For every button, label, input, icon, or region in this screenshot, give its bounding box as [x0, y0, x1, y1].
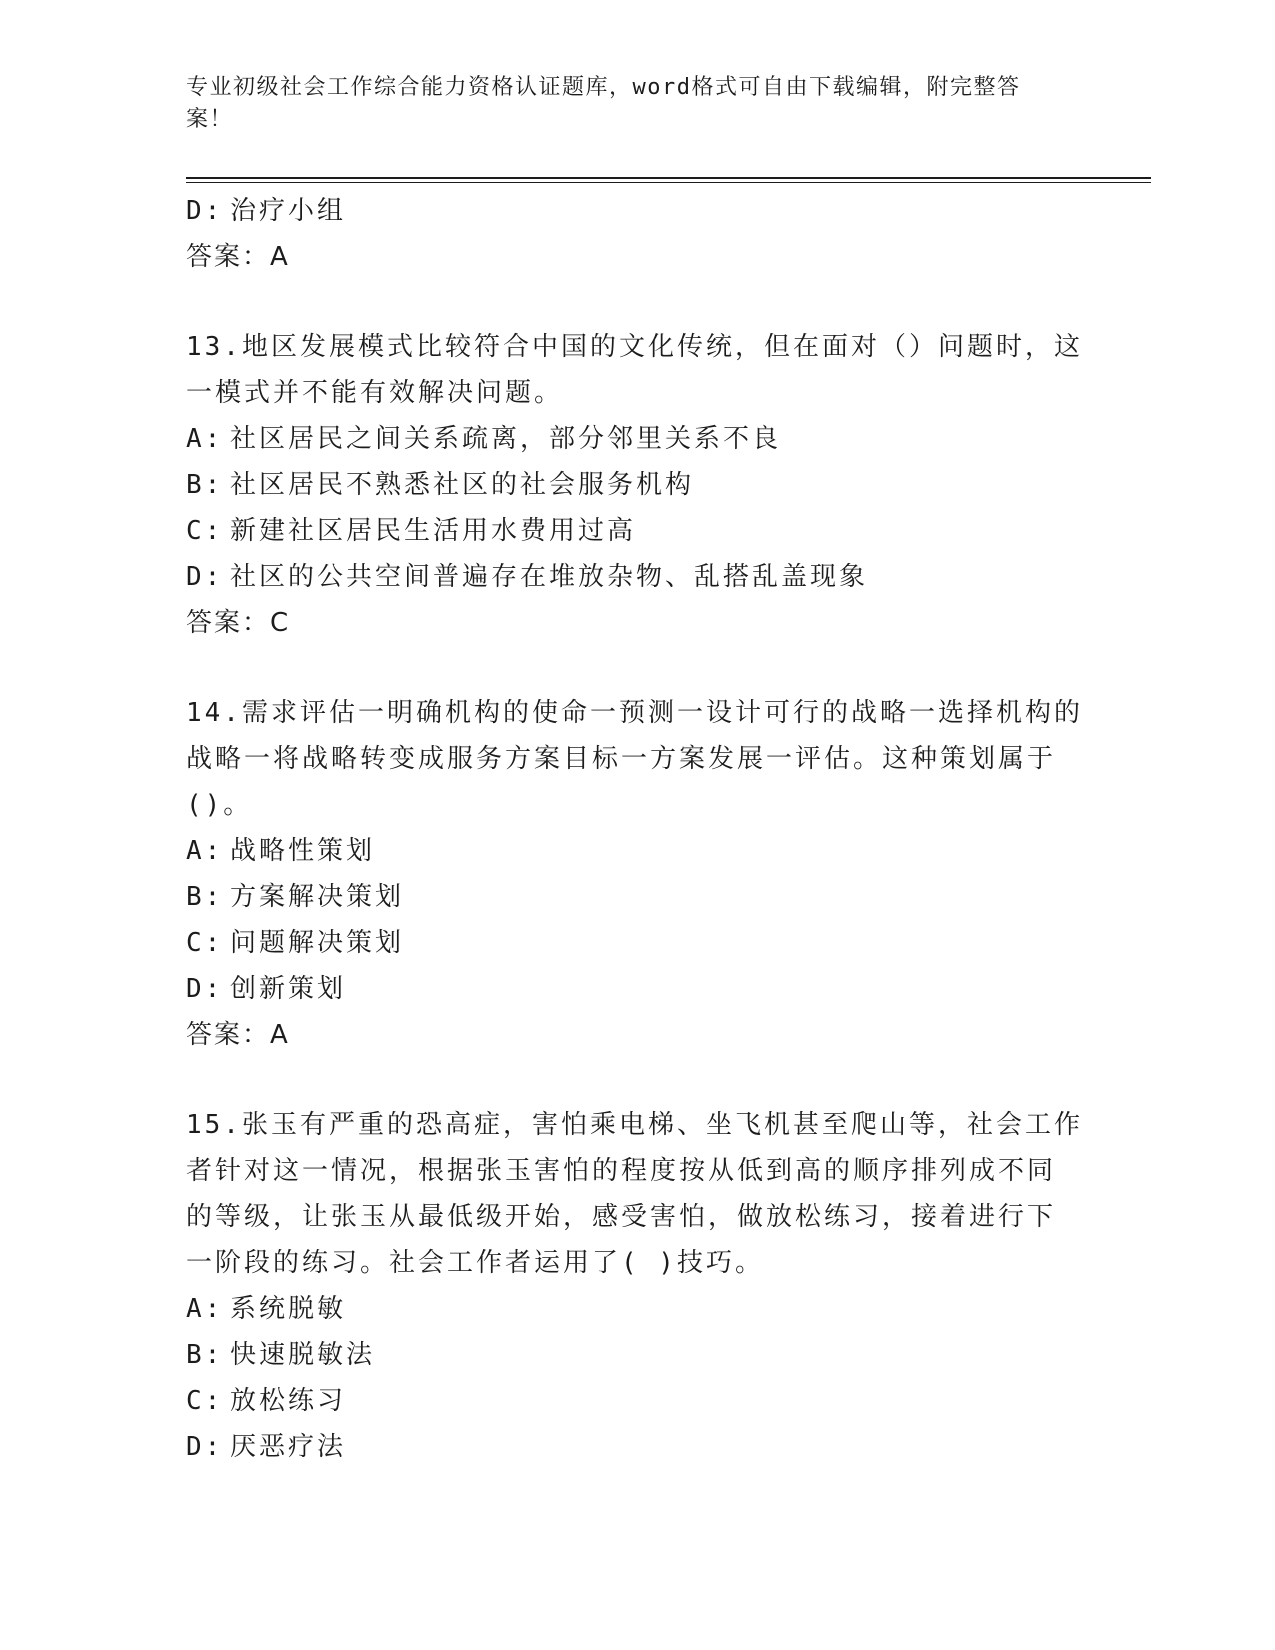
option-d	[186, 188, 1076, 234]
option-text: 社区居民之间关系疏离，部分邻里关系不良	[230, 424, 782, 454]
question-stem-line: 战略一将战略转变成服务方案目标一方案发展一评估。这种策划属于	[186, 744, 1057, 774]
option-d	[186, 554, 1076, 600]
question-14	[186, 690, 1083, 1058]
option-text: 快速脱敏法	[230, 1340, 376, 1370]
option-text: 放松练习	[230, 1386, 347, 1416]
option-text: 方案解决策划	[230, 882, 405, 912]
option-text: 创新策划	[230, 974, 347, 1004]
question-stem-line: 者针对这一情况，根据张玉害怕的程度按从低到高的顺序排列成不同	[186, 1156, 1057, 1186]
answer-line: 答案：A	[186, 242, 290, 272]
option-label: A:	[186, 1294, 224, 1324]
option-label: A:	[186, 836, 224, 866]
question-content	[186, 188, 1083, 1470]
option-label: D:	[186, 974, 224, 1004]
header-divider	[186, 177, 1151, 179]
option-text: 社区居民不熟悉社区的社会服务机构	[230, 470, 695, 500]
option-text: 新建社区居民生活用水费用过高	[230, 516, 637, 546]
option-b	[186, 874, 1076, 920]
header-divider-thin	[186, 182, 1151, 183]
answer-line: 答案：A	[186, 1020, 290, 1050]
question-stem-line: 一模式并不能有效解决问题。	[186, 378, 564, 408]
option-label: A:	[186, 424, 224, 454]
option-text: 战略性策划	[230, 836, 376, 866]
option-label: B:	[186, 882, 224, 912]
option-text: 厌恶疗法	[230, 1432, 347, 1462]
option-text: 治疗小组	[230, 196, 347, 226]
option-d	[186, 1424, 1076, 1470]
option-a	[186, 416, 1076, 462]
question-13	[186, 324, 1083, 646]
option-c	[186, 920, 1076, 966]
option-b	[186, 462, 1076, 508]
answer-line: 答案：C	[186, 608, 291, 638]
option-d	[186, 966, 1076, 1012]
page-header-title: 专业初级社会工作综合能力资格认证题库，word格式可自由下载编辑，附完整答案！	[186, 75, 1021, 132]
option-label: D:	[186, 562, 224, 592]
question-15	[186, 1102, 1083, 1470]
option-text: 社区的公共空间普遍存在堆放杂物、乱搭乱盖现象	[230, 562, 869, 592]
option-label: C:	[186, 1386, 224, 1416]
option-text: 问题解决策划	[230, 928, 405, 958]
option-text: 系统脱敏	[230, 1294, 347, 1324]
question-stem-line: ()。	[186, 790, 253, 820]
option-label: C:	[186, 928, 224, 958]
question-stem-line: 一阶段的练习。社会工作者运用了( )技巧。	[186, 1248, 764, 1278]
option-label: B:	[186, 1340, 224, 1370]
question-stem-line: 13.地区发展模式比较符合中国的文化传统，但在面对（）问题时，这	[186, 332, 1083, 362]
option-a	[186, 828, 1076, 874]
option-a	[186, 1286, 1076, 1332]
option-label: D:	[186, 196, 224, 226]
option-label: D:	[186, 1432, 224, 1462]
option-c	[186, 1378, 1076, 1424]
question-stem-line: 14.需求评估一明确机构的使命一预测一设计可行的战略一选择机构的	[186, 698, 1083, 728]
option-label: B:	[186, 470, 224, 500]
question-stem-line: 的等级，让张玉从最低级开始，感受害怕，做放松练习，接着进行下	[186, 1202, 1057, 1232]
question-stem-line: 15.张玉有严重的恐高症，害怕乘电梯、坐飞机甚至爬山等，社会工作	[186, 1110, 1083, 1140]
option-b	[186, 1332, 1076, 1378]
option-label: C:	[186, 516, 224, 546]
option-c	[186, 508, 1076, 554]
